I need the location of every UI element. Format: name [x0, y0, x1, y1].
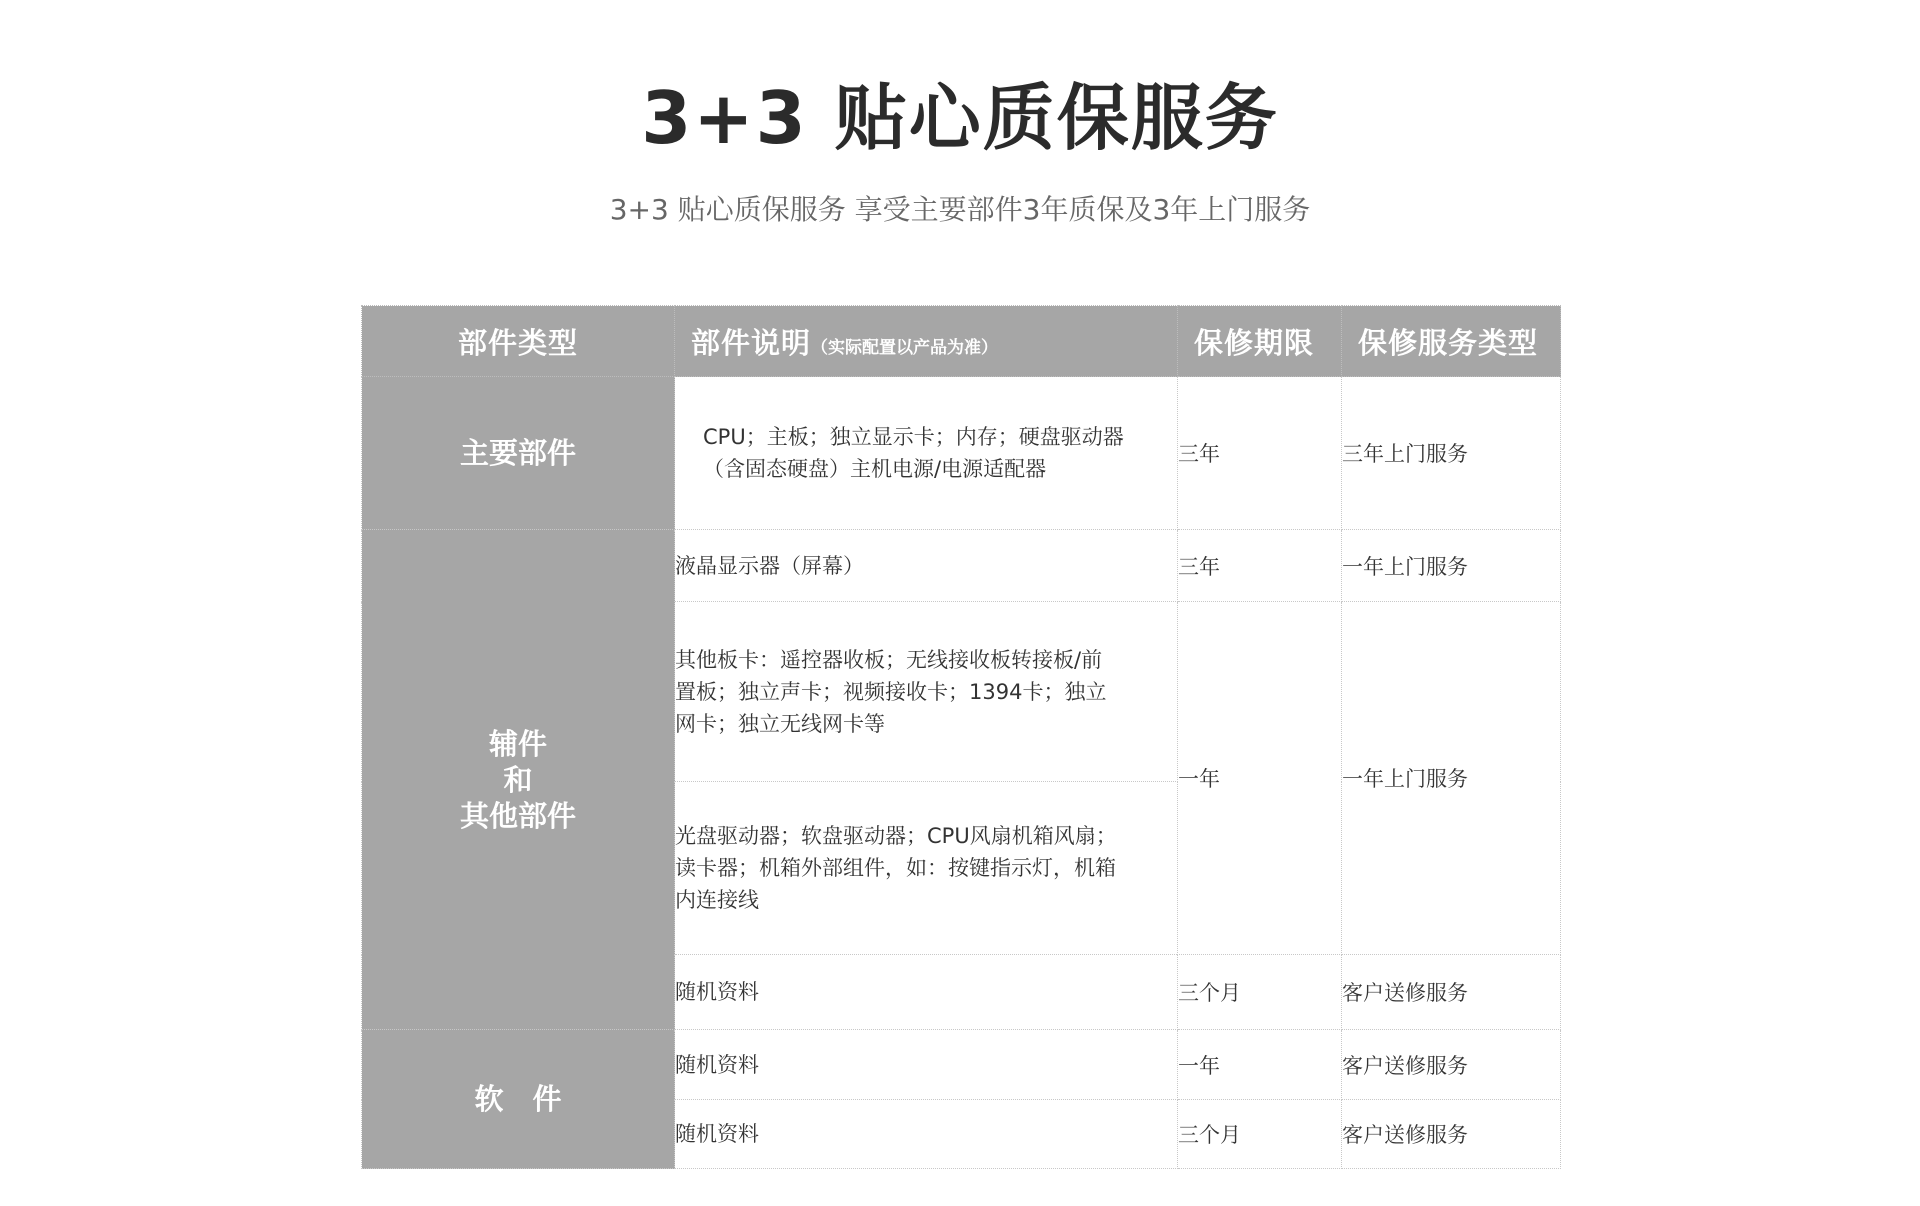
desc-line: 读卡器；机箱外部组件，如：按键指示灯，机箱: [675, 856, 1116, 880]
row-desc: [675, 530, 1178, 602]
desc-line: 随机资料: [675, 1122, 759, 1146]
desc-line: 置板；独立声卡；视频接收卡；1394卡；独立: [675, 679, 1107, 704]
row-service: 三年上门服务: [1342, 377, 1561, 530]
row-desc: [675, 1100, 1178, 1169]
desc-line: CPU；主板；独立显示卡；内存；硬盘驱动器: [703, 425, 1124, 449]
table-row: [362, 377, 1561, 530]
desc-line: 网卡；独立无线网卡等: [675, 711, 885, 736]
row-period: 三年: [1178, 377, 1342, 530]
row-service: 一年上门服务: [1342, 530, 1561, 602]
group-software: 软 件: [362, 1030, 675, 1169]
table-row: [362, 1030, 1561, 1100]
row-desc: [675, 782, 1178, 955]
table-header-row: [362, 306, 1561, 377]
row-service: 一年上门服务: [1342, 602, 1561, 955]
desc-line: 其他板卡：遥控器收板；无线接收板转接板/前: [675, 647, 1103, 672]
group-aux-line: 辅件: [488, 726, 547, 761]
desc-line: 液晶显示器（屏幕）: [675, 553, 864, 578]
table-row: [362, 530, 1561, 602]
desc-line: 随机资料: [675, 1052, 759, 1077]
desc-line: 内连接线: [675, 888, 759, 912]
group-main-parts: 主要部件: [362, 377, 675, 530]
header-period: 保修期限: [1178, 306, 1342, 377]
row-service: 客户送修服务: [1342, 1100, 1561, 1169]
row-desc: [675, 377, 1178, 530]
row-period: 一年: [1178, 602, 1342, 955]
row-desc: [675, 955, 1178, 1030]
page-subtitle: 3+3 贴心质保服务 享受主要部件3年质保及3年上门服务: [609, 193, 1311, 226]
row-service: 客户送修服务: [1342, 1030, 1561, 1100]
page-title: 3+3 贴心质保服务: [641, 76, 1279, 160]
row-period: 三个月: [1178, 1100, 1342, 1169]
header-part-desc-label: 部件说明: [691, 325, 812, 360]
header-service-type: 保修服务类型: [1342, 306, 1561, 377]
row-desc: [675, 602, 1178, 782]
group-aux-line: 和: [503, 762, 533, 797]
group-aux-line: 其他部件: [459, 798, 576, 833]
row-period: 三年: [1178, 530, 1342, 602]
header-part-type: 部件类型: [362, 306, 675, 377]
desc-line: 光盘驱动器；软盘驱动器；CPU风扇机箱风扇；: [675, 824, 1117, 848]
row-desc: [675, 1030, 1178, 1100]
row-service: 客户送修服务: [1342, 955, 1561, 1030]
desc-line: 随机资料: [675, 980, 759, 1004]
warranty-table: [361, 305, 1561, 1169]
header-part-desc-note: （实际配置以产品为准）: [811, 337, 999, 358]
row-period: 一年: [1178, 1030, 1342, 1100]
group-aux-parts: [362, 530, 675, 1030]
desc-line: （含固态硬盘）主机电源/电源适配器: [703, 457, 1047, 481]
row-period: 三个月: [1178, 955, 1342, 1030]
header-part-desc: [675, 306, 1178, 377]
